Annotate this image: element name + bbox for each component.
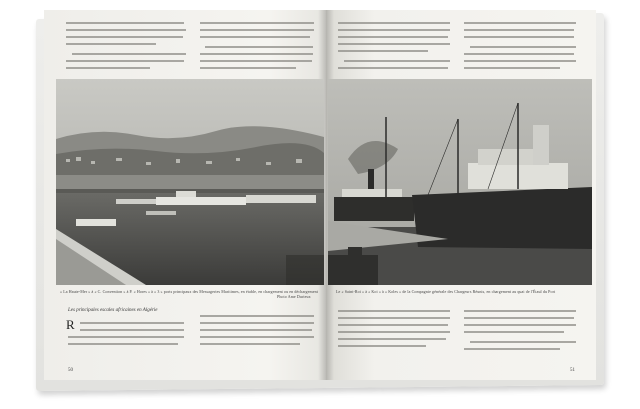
harbor-panorama-photo [56, 79, 324, 285]
right-photo-caption: Le « Saint-Roi » à « Koi » à « Koles » de la Compagnie générale des Chargeurs Réunis, en chargement au quai de l'Étaul du Port [336, 289, 556, 294]
steamships-photo [328, 79, 592, 285]
drop-cap: R [66, 317, 75, 332]
right-page-number: 51 [570, 368, 575, 373]
left-page-number: 50 [68, 368, 73, 373]
section-heading: Les principales escales africaines en Algérie [68, 308, 158, 313]
left-photo-caption: « La Haute-Mer » à « C. Convention » à P. « Hores » à « 3 » ports principaux des Messageries Maritimes, en étable, en chargement ou en déchargement [60, 289, 318, 294]
left-photo-credit: Photo Ame Durieux [277, 294, 311, 299]
